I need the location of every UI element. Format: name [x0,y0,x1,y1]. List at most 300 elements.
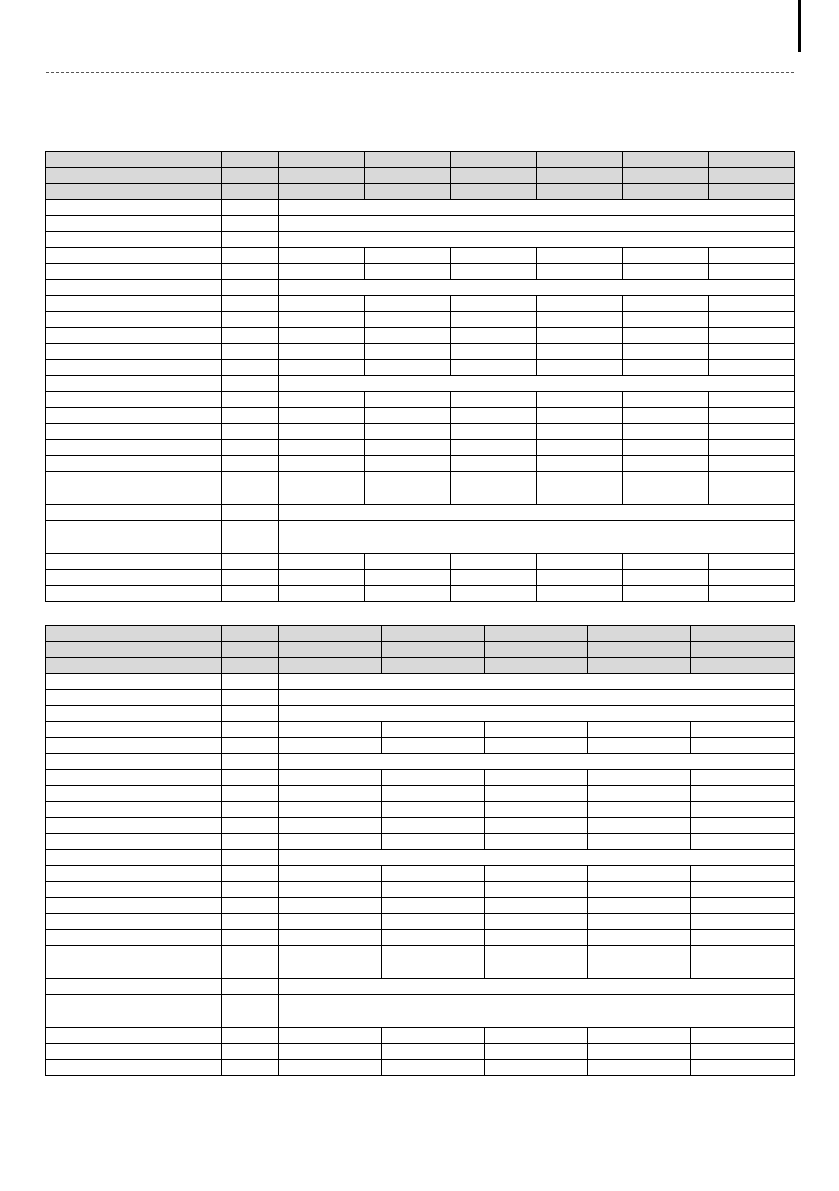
table-cell [691,1028,795,1044]
table-cell [485,930,588,946]
table-row [46,786,795,802]
table-cell [382,946,485,979]
table-cell [222,738,279,754]
table-cell [623,408,709,424]
table-cell [279,216,795,232]
table-cell [222,930,279,946]
table-row [46,930,795,946]
table-cell [46,674,222,690]
table-cell [279,626,382,642]
table-cell [588,946,691,979]
table-row [46,184,795,200]
table-cell [279,505,795,521]
table-cell [222,152,279,168]
table-cell [279,570,365,586]
table-cell [588,898,691,914]
table-cell [46,818,222,834]
table-row [46,312,795,328]
table-cell [46,946,222,979]
table-cell [537,296,623,312]
table-cell [709,344,795,360]
table-cell [451,344,537,360]
table-cell [46,995,222,1028]
table-cell [485,818,588,834]
table-cell [279,296,365,312]
table-cell [222,570,279,586]
table-cell [537,152,623,168]
table-cell [46,642,222,658]
table-cell [451,168,537,184]
table-cell [691,818,795,834]
table-cell [46,328,222,344]
table-cell [222,866,279,882]
table-cell [691,786,795,802]
table-cell [709,360,795,376]
table-cell [709,424,795,440]
table-cell [222,232,279,248]
table-cell [279,456,365,472]
table-cell [382,738,485,754]
table-row [46,834,795,850]
table-row [46,1060,795,1076]
table-cell [222,1060,279,1076]
table-cell [222,521,279,554]
table-cell [691,658,795,674]
table-cell [365,456,451,472]
table-cell [279,866,382,882]
table-cell [279,786,382,802]
table-cell [485,882,588,898]
table-cell [279,392,365,408]
table-cell [279,754,795,770]
table-cell [485,946,588,979]
table-cell [279,424,365,440]
table-cell [365,586,451,602]
table-cell [623,360,709,376]
table-cell [537,408,623,424]
table-cell [222,786,279,802]
table-cell [46,554,222,570]
table-cell [46,882,222,898]
table-cell [709,264,795,280]
table-cell [222,376,279,392]
table-cell [588,882,691,898]
table-cell [46,344,222,360]
table-cell [451,392,537,408]
table-cell [451,328,537,344]
table-cell [485,866,588,882]
table-cell [709,392,795,408]
table-cell [46,834,222,850]
table-cell [588,834,691,850]
table-cell [279,472,365,505]
table-cell [588,642,691,658]
table-row [46,344,795,360]
table-cell [588,626,691,642]
table-cell [451,472,537,505]
table-cell [46,424,222,440]
table-cell [588,1028,691,1044]
table-row [46,360,795,376]
table-cell [623,312,709,328]
table-cell [588,1060,691,1076]
table-cell [588,866,691,882]
table-cell [691,898,795,914]
table-cell [46,866,222,882]
table-row [46,521,795,554]
table-row [46,408,795,424]
table-row [46,979,795,995]
table-row [46,626,795,642]
table-cell [46,1028,222,1044]
table-cell [382,882,485,898]
table-cell [222,328,279,344]
table-cell [691,802,795,818]
table-cell [451,440,537,456]
table-row [46,754,795,770]
table-cell [222,995,279,1028]
table-cell [46,392,222,408]
table-cell [46,706,222,722]
table-cell [279,408,365,424]
table-cell [365,344,451,360]
table-cell [537,360,623,376]
table-cell [623,424,709,440]
table-cell [222,674,279,690]
table-cell [222,296,279,312]
table-cell [537,586,623,602]
table-cell [537,424,623,440]
table-cell [222,312,279,328]
table-cell [222,754,279,770]
table-cell [279,521,795,554]
table-cell [365,152,451,168]
table-cell [46,472,222,505]
table-cell [451,264,537,280]
table-row [46,738,795,754]
table-cell [382,898,485,914]
table-cell [382,834,485,850]
table-row [46,505,795,521]
table-cell [222,1028,279,1044]
table-row [46,850,795,866]
table-cell [691,834,795,850]
table-cell [279,152,365,168]
table-cell [279,312,365,328]
table-cell [382,626,485,642]
table-cell [451,184,537,200]
table-row [46,946,795,979]
table-row [46,168,795,184]
table-cell [46,376,222,392]
table-cell [382,722,485,738]
table-cell [222,408,279,424]
table-cell [382,1028,485,1044]
table-cell [691,930,795,946]
table-row [46,376,795,392]
table-row [46,642,795,658]
table-cell [588,786,691,802]
table-cell [222,898,279,914]
table-row [46,264,795,280]
table-row [46,882,795,898]
table-cell [222,626,279,642]
table-cell [46,280,222,296]
table-row [46,456,795,472]
table-cell [537,554,623,570]
table-cell [279,930,382,946]
table-cell [46,658,222,674]
table-cell [46,770,222,786]
table-cell [588,722,691,738]
table-cell [222,882,279,898]
table-cell [222,248,279,264]
table-cell [382,930,485,946]
table-cell [222,658,279,674]
table-cell [46,296,222,312]
table-row [46,554,795,570]
table-cell [623,296,709,312]
table-cell [623,554,709,570]
table-cell [691,1060,795,1076]
table-cell [46,850,222,866]
table-cell [537,168,623,184]
table-cell [46,722,222,738]
table-cell [485,786,588,802]
table-cell [382,658,485,674]
table-cell [623,472,709,505]
table-cell [279,898,382,914]
table-cell [279,376,795,392]
table-cell [691,882,795,898]
table-cell [537,456,623,472]
table-row [46,706,795,722]
table-cell [222,850,279,866]
table-cell [365,328,451,344]
table-cell [485,626,588,642]
table-cell [588,818,691,834]
table-cell [279,232,795,248]
table-cell [709,328,795,344]
table-cell [279,280,795,296]
table-cell [537,328,623,344]
table-row [46,248,795,264]
table-cell [46,570,222,586]
table-cell [222,722,279,738]
table-cell [382,866,485,882]
table-cell [382,1060,485,1076]
table-row [46,586,795,602]
table-cell [279,642,382,658]
table-cell [46,898,222,914]
table-cell [691,946,795,979]
table-cell [691,642,795,658]
page-edge-marker [798,0,801,52]
table-cell [382,786,485,802]
table-cell [46,914,222,930]
table-cell [709,312,795,328]
table-cell [46,690,222,706]
table-cell [365,408,451,424]
table-cell [222,554,279,570]
table-cell [537,392,623,408]
table-cell [451,408,537,424]
table-cell [279,554,365,570]
table-cell [279,360,365,376]
table-cell [691,1044,795,1060]
table-row [46,770,795,786]
table-cell [46,152,222,168]
table-cell [709,168,795,184]
table-cell [279,248,365,264]
table-cell [382,642,485,658]
table-cell [691,738,795,754]
table-cell [451,248,537,264]
table-cell [365,570,451,586]
table-cell [279,882,382,898]
table-cell [279,802,382,818]
table-cell [279,184,365,200]
table-cell [451,570,537,586]
table-cell [451,360,537,376]
table-cell [709,248,795,264]
table-cell [485,770,588,786]
table-cell [46,505,222,521]
table-cell [485,898,588,914]
table-cell [382,1044,485,1060]
table-cell [709,456,795,472]
table-cell [46,232,222,248]
table-cell [222,440,279,456]
table-cell [46,440,222,456]
table-cell [691,914,795,930]
table-cell [537,472,623,505]
table-cell [365,554,451,570]
table-cell [485,1028,588,1044]
table-cell [537,312,623,328]
table-cell [46,586,222,602]
table-row [46,802,795,818]
table-row [46,440,795,456]
table-cell [46,626,222,642]
table-cell [222,802,279,818]
table-cell [279,1060,382,1076]
table-cell [279,818,382,834]
spec-table-2 [45,625,795,1076]
table-cell [382,770,485,786]
table-cell [222,690,279,706]
table-cell [451,424,537,440]
dashed-divider [46,72,794,73]
table-cell [46,168,222,184]
table-cell [222,946,279,979]
table-cell [485,914,588,930]
table-cell [451,312,537,328]
table-cell [279,850,795,866]
table-cell [365,392,451,408]
table-cell [279,658,382,674]
table-row [46,392,795,408]
table-cell [588,658,691,674]
table-cell [279,738,382,754]
table-cell [222,216,279,232]
table-cell [46,456,222,472]
table-cell [46,754,222,770]
table-cell [365,360,451,376]
table-row [46,995,795,1028]
table-cell [222,834,279,850]
table-cell [451,554,537,570]
table-row [46,658,795,674]
table-cell [709,554,795,570]
table-row [46,232,795,248]
table-cell [485,738,588,754]
table-row [46,570,795,586]
table-row [46,674,795,690]
table-row [46,690,795,706]
table-cell [46,184,222,200]
table-cell [46,216,222,232]
table-cell [691,626,795,642]
table-cell [451,152,537,168]
table-cell [365,424,451,440]
table-cell [46,979,222,995]
table-cell [451,456,537,472]
table-cell [222,200,279,216]
table-cell [279,674,795,690]
table-cell [46,360,222,376]
table-cell [709,296,795,312]
table-cell [485,642,588,658]
table-cell [623,152,709,168]
table-cell [588,914,691,930]
table-cell [537,440,623,456]
table-cell [623,456,709,472]
table-cell [709,408,795,424]
table-cell [537,570,623,586]
table-cell [709,586,795,602]
table-cell [279,1028,382,1044]
table-cell [279,440,365,456]
table-cell [46,930,222,946]
table-cell [279,344,365,360]
table-cell [46,312,222,328]
table-cell [279,914,382,930]
table-cell [222,168,279,184]
table-cell [279,722,382,738]
table-cell [623,392,709,408]
table-cell [279,264,365,280]
table-cell [279,690,795,706]
table-cell [222,472,279,505]
table-cell [623,248,709,264]
table-cell [46,408,222,424]
table-cell [709,184,795,200]
table-cell [709,570,795,586]
table-cell [222,979,279,995]
table-cell [222,280,279,296]
table-cell [279,706,795,722]
table-cell [365,184,451,200]
table-cell [279,770,382,786]
table-cell [46,738,222,754]
table-cell [222,184,279,200]
table-cell [623,264,709,280]
table-cell [485,1060,588,1076]
table-cell [588,1044,691,1060]
table-row [46,424,795,440]
table-cell [365,248,451,264]
